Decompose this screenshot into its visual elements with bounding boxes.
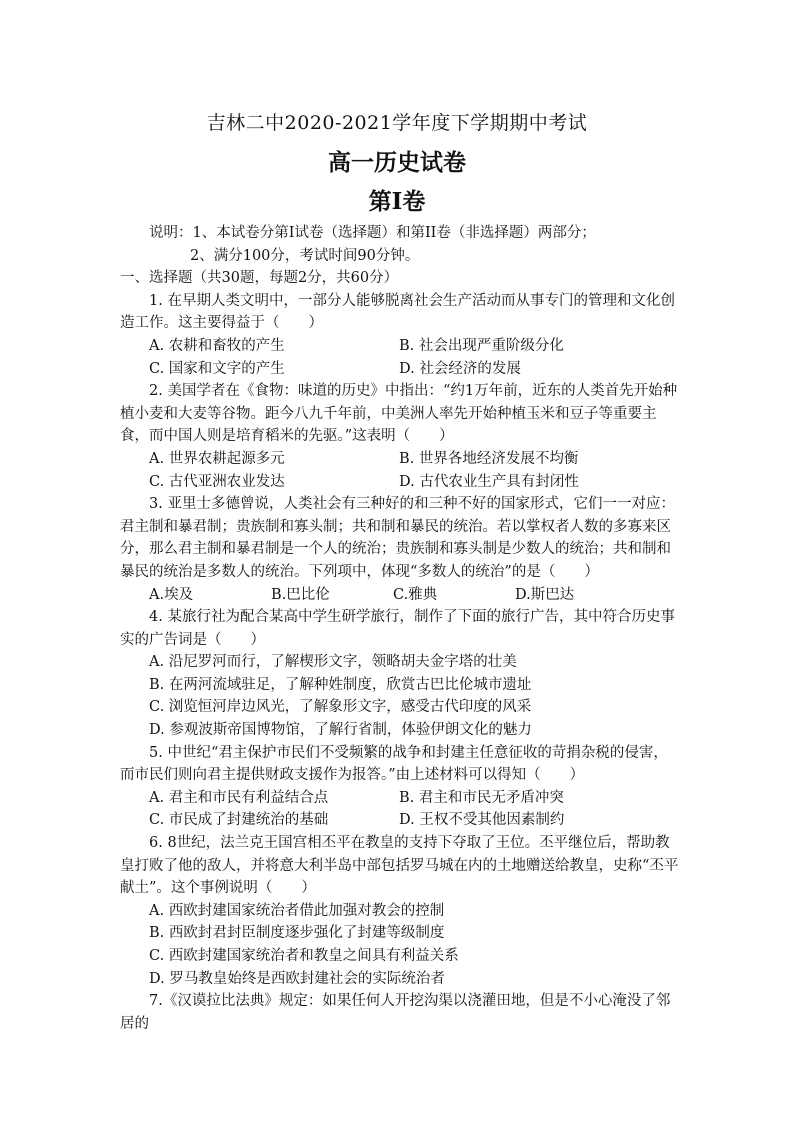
option-c: C. 国家和文字的产生: [149, 360, 285, 377]
option-c: C. 古代亚洲农业发达: [149, 473, 285, 490]
instructions-line-2: 2、满分100分，考试时间90分钟。: [190, 247, 420, 264]
exam-content: [120, 222, 680, 1035]
option-d: D. 参观波斯帝国博物馆，了解行省制，体验伊朗文化的魅力: [149, 722, 532, 739]
question-2-options: [120, 448, 680, 471]
option-a: A.埃及: [149, 586, 194, 603]
question-3-stem: 3. 亚里士多德曾说，人类社会有三种好的和三种不好的国家形式，它们一一对应：君主制和暴君制；贵族制和寡头制；共和制和暴民的统治。若以掌权者人数的多寡来区分，那么君主制和暴君制是一个人的统治；贵族制和寡头制是少数人的统治；共和制和暴民的统治是多数人的统治。下列项中，体现“多数人的统治”的是（ ）: [120, 496, 675, 580]
question-2-stem: 2. 美国学者在《食物：味道的历史》中指出：“约1万年前，近东的人类首先开始种植小麦和大麦等谷物。距今八九千年前，中美洲人率先开始种植玉米和豆子等重要主食，而中国人则是培育稻米的先驱。”这表明（ ）: [120, 383, 678, 445]
option-b: B. 社会出现严重阶级分化: [399, 337, 564, 354]
section-heading: 一、选择题（共30题，每题2分，共60分）: [120, 270, 399, 287]
option-d: D. 罗马教皇始终是西欧封建社会的实际统治者: [149, 970, 445, 987]
option-a: A. 沿尼罗河而行，了解楔形文字，领略胡夫金字塔的壮美: [149, 654, 517, 671]
option-b: B. 西欧封君封臣制度逐步强化了封建等级制度: [149, 925, 445, 942]
option-b: B. 君主和市民无矛盾冲突: [399, 789, 564, 806]
subject-title: 高一历史试卷: [328, 149, 466, 176]
option-a: A. 农耕和畜牧的产生: [149, 337, 285, 354]
question-4-stem: 4. 某旅行社为配合某高中学生研学旅行，制作了下面的旅行广告，其中符合历史事实的广告词是（ ）: [120, 609, 675, 648]
question-1-stem: 1. 在早期人类文明中，一部分人能够脱离社会生产活动而从事专门的管理和文化创造工作。这主要得益于（ ）: [120, 292, 675, 332]
option-d: D. 古代农业生产具有封闭性: [399, 473, 579, 490]
option-d: D. 社会经济的发展: [399, 360, 521, 377]
option-d: D.斯巴达: [515, 586, 575, 603]
exam-title: 吉林二中2020-2021学年度下学期期中考试: [206, 112, 588, 134]
option-b: B. 在两河流域驻足，了解种姓制度，欣赏古巴比伦城市遗址: [149, 676, 532, 693]
option-a: A. 世界农耕起源多元: [149, 450, 285, 467]
question-7-stem: 7.《汉谟拉比法典》规定：如果任何人开挖沟渠以浇灌田地，但是不小心淹没了邻居的: [120, 993, 671, 1032]
question-5-options: [120, 809, 680, 832]
question-2-options: [120, 471, 680, 494]
question-3-options: [120, 584, 680, 607]
question-1-options: [120, 335, 680, 358]
option-a: A. 西欧封建国家统治者借此加强对教会的控制: [149, 902, 445, 919]
question-1-options: [120, 358, 680, 381]
question-5-options: [120, 787, 680, 810]
option-b: B. 世界各地经济发展不均衡: [399, 450, 579, 467]
option-a: A. 君主和市民有利益结合点: [149, 789, 329, 806]
option-d: D. 王权不受其他因素制约: [399, 812, 565, 829]
question-6-stem: 6. 8世纪，法兰克王国宫相丕平在教皇的支持下夺取了王位。丕平继位后，帮助教皇打败了他的敌人，并将意大利半岛中部包括罗马城在内的土地赠送给教皇，史称“丕平献土”。这个事例说明（ ）: [120, 835, 679, 897]
instructions-line-1: 说明：1、本试卷分第Ⅰ试卷（选择题）和第II卷（非选择题）两部分；: [149, 225, 596, 241]
volume-title: 第Ⅰ卷: [368, 188, 426, 215]
option-c: C. 市民成了封建统治的基础: [149, 812, 329, 829]
question-5-stem: 5. 中世纪“君主保护市民们不受频繁的战争和封建主任意征收的苛捐杂税的侵害，而市民们则向君主提供财政支援作为报答。”由上述材料可以得知（ ）: [120, 744, 668, 784]
option-b: B.巴比伦: [271, 586, 330, 603]
option-c: C. 浏览恒河岸边风光，了解象形文字，感受古代印度的风采: [149, 699, 532, 716]
option-c: C. 西欧封建国家统治者和教皇之间具有利益关系: [149, 948, 459, 964]
option-c: C.雅典: [393, 586, 438, 603]
